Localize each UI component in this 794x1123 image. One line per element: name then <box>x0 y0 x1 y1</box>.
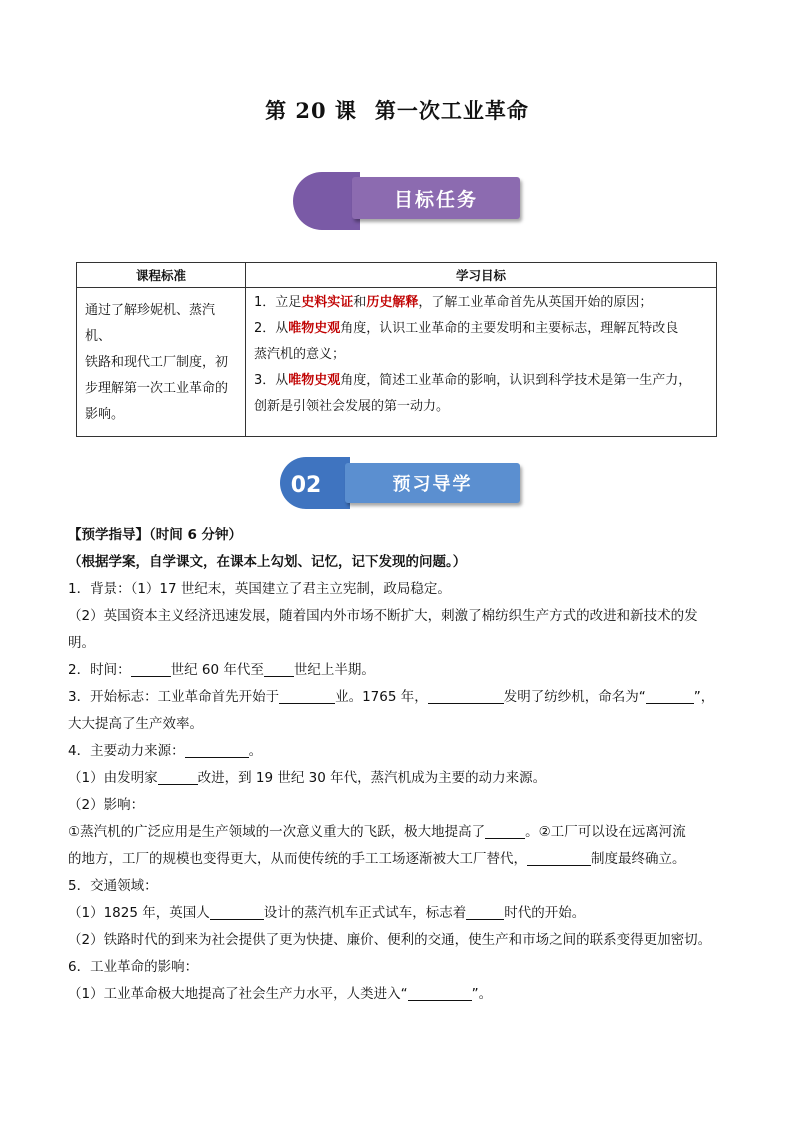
lesson-name: 第一次工业革命 <box>374 98 529 123</box>
list-item: ①蒸汽机的广泛应用是生产领域的一次意义重大的飞跃，极大地提高了 。②工厂可以设在远离河流 <box>68 824 686 840</box>
list-item: 大大提高了生产效率。 <box>68 716 203 732</box>
preview-guide-content <box>68 522 738 1008</box>
standard-line: 通过了解珍妮机、蒸汽机、 <box>85 303 216 344</box>
fill-blank[interactable] <box>158 768 198 785</box>
fill-blank[interactable] <box>408 984 472 1001</box>
curriculum-standard-cell <box>77 288 246 437</box>
fill-blank[interactable] <box>279 687 335 704</box>
list-item: （1）工业革命极大地提高了社会生产力水平，人类进入“ ”。 <box>68 986 493 1002</box>
fill-blank[interactable] <box>485 822 525 839</box>
fill-blank[interactable] <box>264 660 294 677</box>
list-item: 1．背景：（1）17 世纪末，英国建立了君主立宪制，政局稳定。 <box>68 581 451 597</box>
curriculum-table <box>76 262 717 437</box>
section-number: 02 <box>290 473 322 498</box>
goal-3: 3．从唯物史观角度，简述工业革命的影响，认识到科学技术是第一生产力， 创新是引领社会发展的第一动力。 <box>254 373 692 414</box>
table-header-row <box>77 263 717 288</box>
list-item: （1）1825 年，英国人 设计的蒸汽机车正式试车，标志着 时代的开始。 <box>68 905 586 921</box>
list-item: 5．交通领域： <box>68 878 158 894</box>
list-item: 的地方，工厂的规模也变得更大，从而使传统的手工工场逐渐被大工厂替代， 制度最终确立。 <box>68 851 686 867</box>
list-item: 明。 <box>68 635 95 651</box>
standard-line: 铁路和现代工厂制度，初 <box>85 355 229 370</box>
list-item: 2．时间： 世纪 60 年代至 世纪上半期。 <box>68 662 375 678</box>
section-badge-shape-icon <box>282 170 362 232</box>
fill-blank[interactable] <box>210 903 264 920</box>
fill-blank[interactable] <box>185 741 249 758</box>
list-item: 4．主要动力来源： 。 <box>68 743 263 759</box>
header-standard: 课程标准 <box>77 263 246 288</box>
list-item: （2）影响： <box>68 797 145 813</box>
page-title <box>0 95 794 125</box>
section-title-preview-guide: 预习导学 <box>345 463 520 503</box>
section-number-badge-icon <box>272 455 352 511</box>
standard-line: 步理解第一次工业革命的 <box>85 381 229 396</box>
goal-2: 2．从唯物史观角度，认识工业革命的主要发明和主要标志，理解瓦特改良 蒸汽机的意义； <box>254 321 679 362</box>
section-title-target-tasks: 目标任务 <box>352 177 520 219</box>
list-item: 3．开始标志：工业革命首先开始于 业。1765 年， 发明了纺纱机，命名为“ ”， <box>68 689 715 705</box>
list-item: 6．工业革命的影响： <box>68 959 199 975</box>
table-row <box>77 288 717 437</box>
header-goals: 学习目标 <box>246 263 717 288</box>
fill-blank[interactable] <box>428 687 504 704</box>
guide-heading: 【预学指导】（时间 6 分钟） <box>68 527 243 543</box>
fill-blank[interactable] <box>131 660 171 677</box>
learning-goals-cell <box>246 288 717 437</box>
fill-blank[interactable] <box>646 687 694 704</box>
fill-blank[interactable] <box>527 849 591 866</box>
list-item: （1）由发明家 改进，到 19 世纪 30 年代，蒸汽机成为主要的动力来源。 <box>68 770 547 786</box>
standard-line: 影响。 <box>85 407 125 422</box>
list-item: （2）铁路时代的到来为社会提供了更为快捷、廉价、便利的交通，使生产和市场之间的联系变得更加密切。 <box>68 932 712 948</box>
fill-blank[interactable] <box>466 903 504 920</box>
goal-1: 1．立足史料实证和历史解释，了解工业革命首先从英国开始的原因； <box>254 295 653 310</box>
list-item: （2）英国资本主义经济迅速发展，随着国内外市场不断扩大，刺激了棉纺织生产方式的改进和新技术的发 <box>68 608 698 624</box>
guide-instruction: （根据学案，自学课文，在课本上勾划、记忆，记下发现的问题。） <box>68 554 467 570</box>
lesson-number: 第 20 课 <box>265 98 357 123</box>
